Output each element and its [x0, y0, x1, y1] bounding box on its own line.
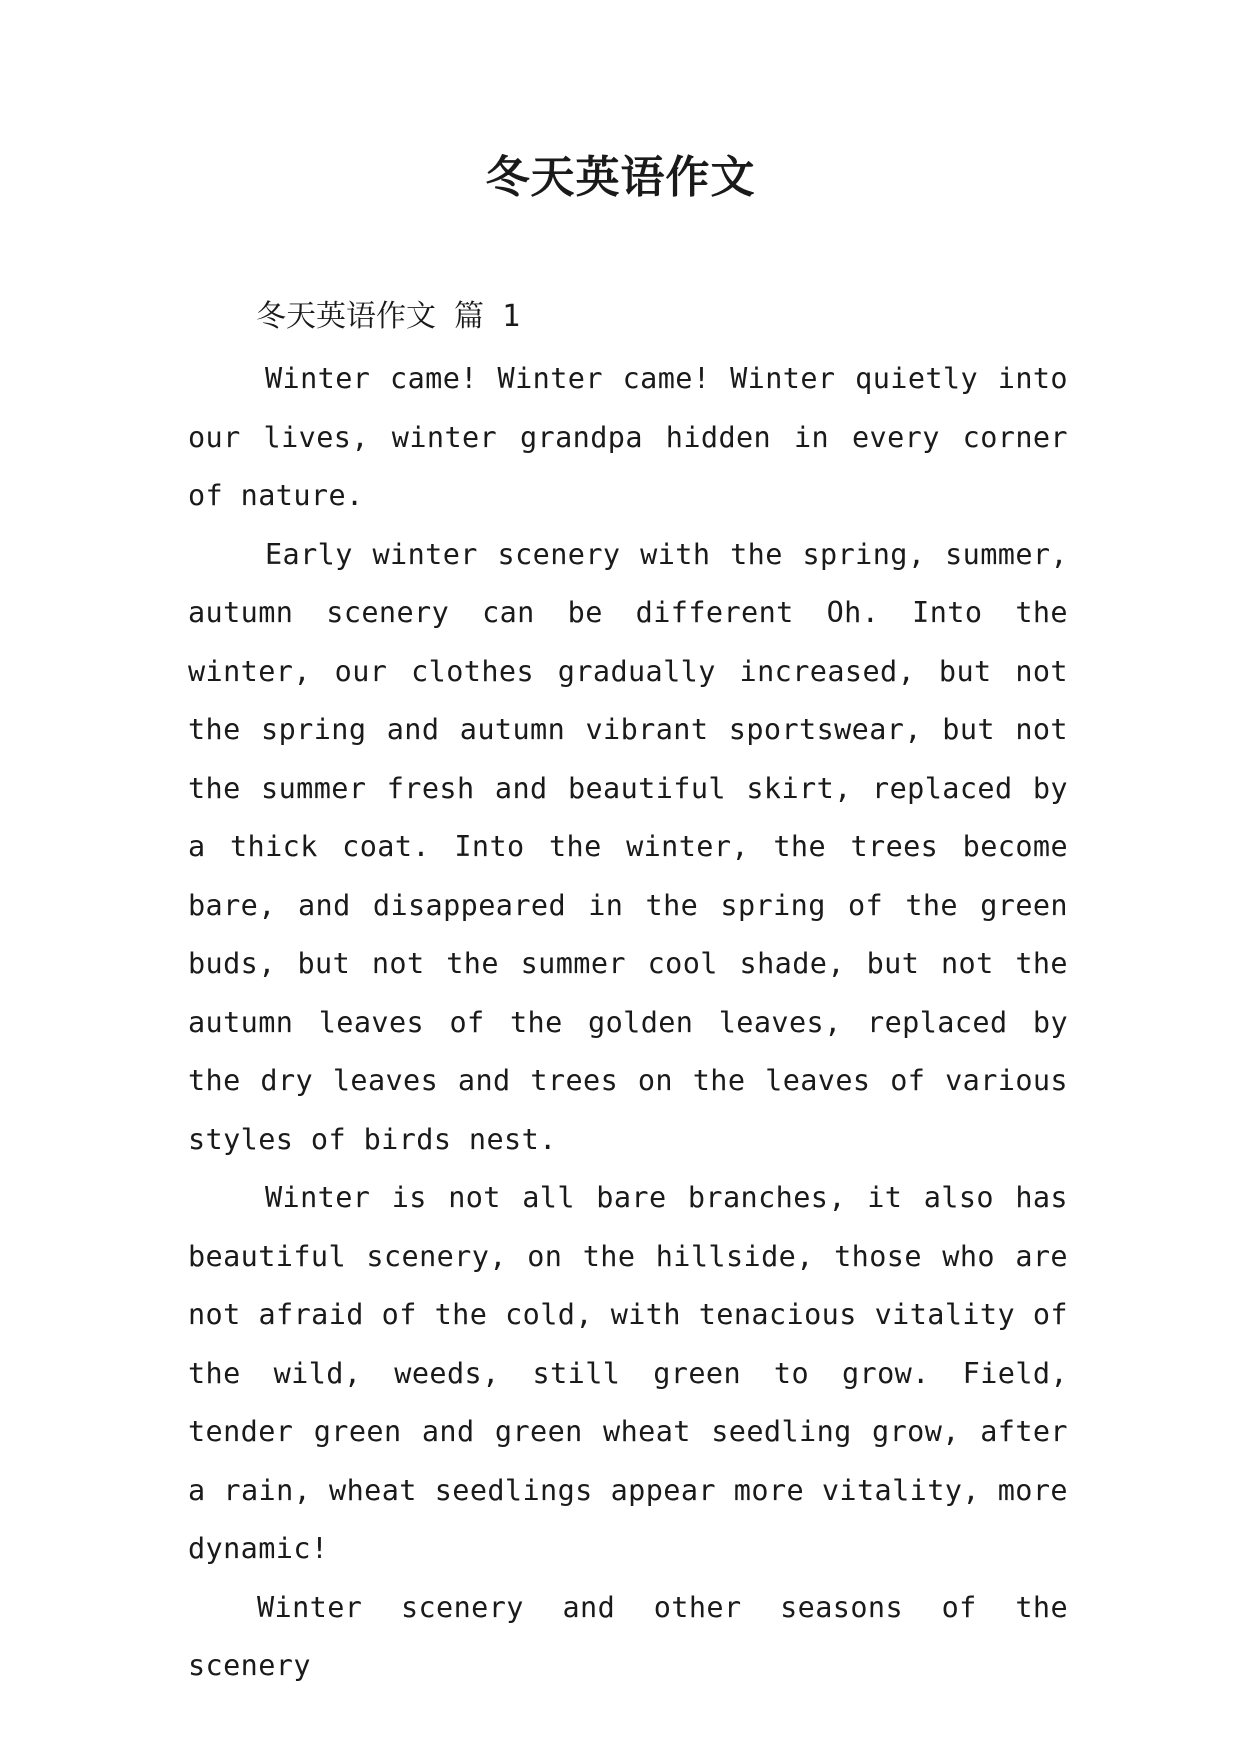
paragraph-4: Winter scenery and other seasons of the scenery — [188, 1590, 1068, 1682]
paragraph-2: Early winter scenery with the spring, summer, autumn scenery can be different Oh. Into the winter, our clothes gradually increased, but not the spring and autumn vibrant sportswear, but not the summer fresh and beautiful skirt, replaced by a thick coat. Into the winter, the trees become bare, and disappeared in the spring of the green buds, but not the summer cool shade, but not the autumn leaves of the golden leaves, replaced by the dry leaves and trees on the leaves of various styles of birds nest. — [188, 537, 1068, 1156]
paragraph-3: Winter is not all bare branches, it also has beautiful scenery, on the hillside, those who are not afraid of the cold, with tenacious vitality of the wild, weeds, still green to grow. Field, tender green and green wheat seedling grow, after a rain, wheat seedlings appear more vitality, more dynamic! — [188, 1181, 1068, 1565]
body-text — [188, 350, 1068, 1696]
paragraph-1: Winter came! Winter came! Winter quietly into our lives, winter grandpa hidden in every corner of nature. — [188, 362, 1068, 512]
document-title: 冬天英语作文 — [485, 152, 756, 203]
section-heading: 冬天英语作文 篇 1 — [256, 299, 521, 334]
